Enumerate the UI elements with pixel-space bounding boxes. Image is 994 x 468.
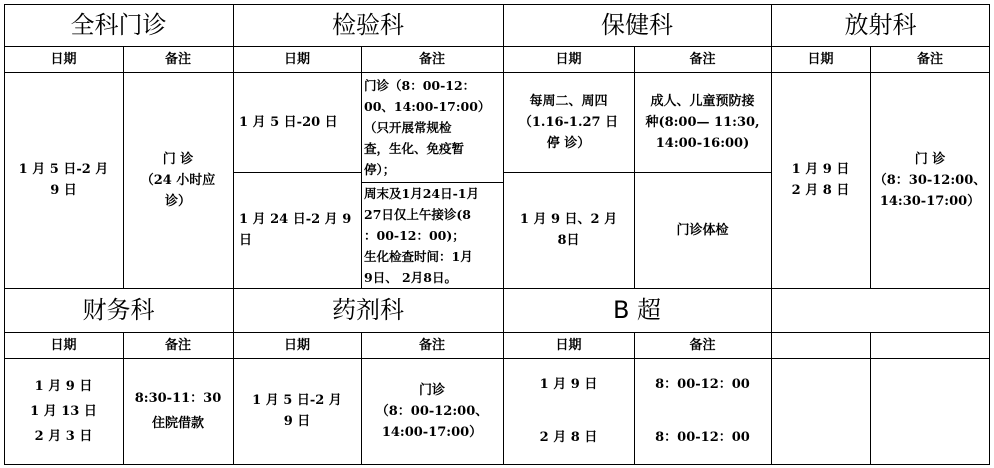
ultrasound-date-header: 日期	[555, 337, 582, 353]
grid-line	[4, 332, 990, 333]
health-date-1: 每周二、周四 （1.16-1.27 日 停 诊）	[518, 93, 619, 151]
pharmacy-date-header: 日期	[283, 337, 310, 353]
lab-title: 检验科	[332, 10, 404, 39]
finance-note-header: 备注	[164, 337, 191, 353]
grid-line	[771, 4, 772, 465]
general-note: 门 诊 （24 小时应 诊）	[140, 151, 216, 209]
general-note-header: 备注	[164, 51, 191, 67]
ultrasound-note-header: 备注	[689, 337, 716, 353]
pharmacy-note-header: 备注	[418, 337, 445, 353]
grid-line	[4, 46, 990, 47]
grid-line	[4, 4, 5, 465]
pharmacy-note: 门诊 （8：00-12:00、 14:00-17:00）	[375, 382, 489, 440]
radiology-note: 门 诊 （8：30-12:00、 14:30-17:00）	[873, 151, 987, 209]
general-title: 全科门诊	[70, 10, 167, 39]
grid-line	[989, 4, 990, 465]
grid-line	[503, 172, 771, 173]
grid-line	[4, 464, 990, 465]
finance-note: 8:30-11：30 住院借款	[134, 391, 222, 431]
grid-line	[503, 4, 504, 465]
grid-line	[4, 72, 990, 73]
health-title: 保健科	[601, 10, 673, 39]
ultrasound-note-1: 8：00-12：00	[655, 377, 750, 392]
finance-date-header: 日期	[50, 337, 77, 353]
grid-line	[361, 182, 503, 183]
general-date: 1 月 5 日-2 月 9 日	[18, 162, 109, 198]
radiology-date-header: 日期	[807, 51, 834, 67]
health-note-1: 成人、儿童预防接 种(8:00— 11:30, 14:00-16:00)	[645, 93, 760, 151]
grid-line	[4, 288, 990, 289]
grid-line	[233, 4, 234, 465]
health-date-2: 1 月 9 日、2 月 8日	[519, 212, 618, 248]
pharmacy-date: 1 月 5 日-2 月 9 日	[252, 393, 342, 429]
pharmacy-title: 药剂科	[332, 295, 404, 324]
lab-note-2: 周末及1月24日-1月 27日仅上午接诊(8 ：00-12：00)； 生化检查时间：1月 9日、 2月8日。	[364, 185, 479, 285]
ultrasound-date-2: 2 月 8 日	[539, 430, 598, 445]
lab-date-2: 1 月 24 日-2 月 9 日	[239, 212, 352, 248]
grid-line	[361, 332, 362, 465]
lab-date-header: 日期	[283, 51, 310, 67]
radiology-date: 1 月 9 日 2 月 8 日	[791, 162, 850, 198]
finance-date: 1 月 9 日 1 月 13 日 2 月 3 日	[30, 378, 97, 444]
grid-line	[123, 332, 124, 465]
ultrasound-note-2: 8：00-12：00	[655, 430, 750, 445]
grid-line	[870, 332, 871, 465]
grid-line	[123, 46, 124, 288]
health-note-2: 门诊体检	[676, 222, 729, 238]
lab-date-1: 1 月 5 日-20 日	[239, 114, 338, 130]
finance-title: 财务科	[82, 295, 155, 324]
lab-note-1: 门诊（8：00-12： 00、14:00-17:00） （只开展常规检 查，生化、免疫暂 停）；	[364, 77, 491, 177]
grid-line	[870, 46, 871, 288]
grid-line	[4, 4, 990, 5]
health-note-header: 备注	[689, 51, 716, 67]
grid-line	[634, 46, 635, 288]
radiology-title: 放射科	[844, 10, 917, 39]
ultrasound-date-1: 1 月 9 日	[539, 377, 598, 392]
grid-line	[634, 332, 635, 465]
lab-note-header: 备注	[418, 51, 445, 67]
health-date-header: 日期	[555, 51, 582, 67]
radiology-note-header: 备注	[916, 51, 943, 67]
grid-line	[233, 172, 361, 173]
ultrasound-title: B 超	[612, 295, 662, 324]
grid-line	[4, 358, 990, 359]
grid-line	[361, 46, 362, 288]
general-date-header: 日期	[50, 51, 77, 67]
